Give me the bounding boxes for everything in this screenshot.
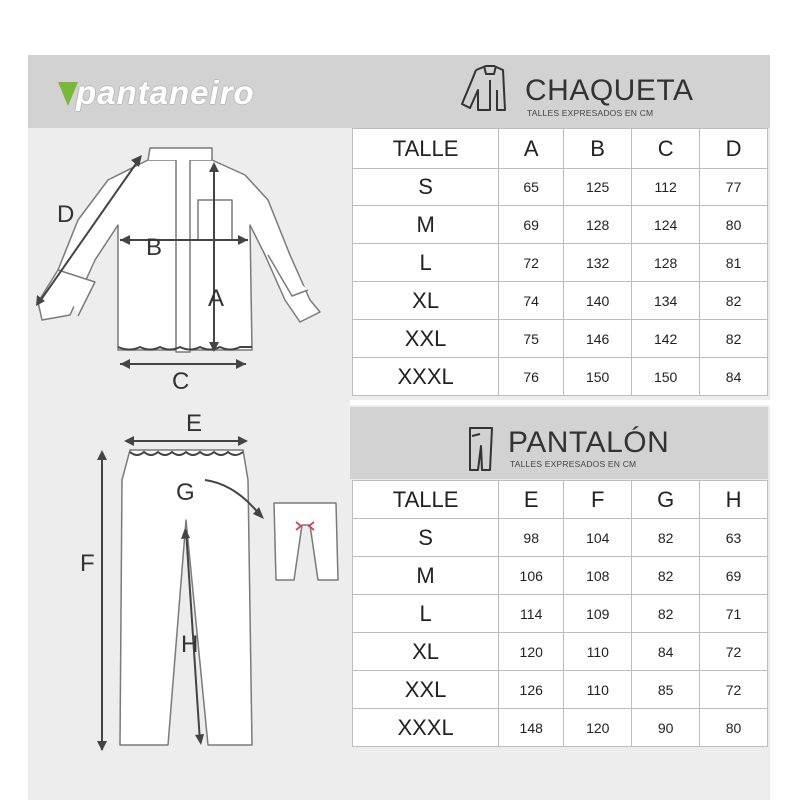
column-header: G: [632, 481, 700, 519]
value-cell: 150: [564, 358, 632, 396]
value-cell: 120: [564, 709, 632, 747]
size-cell: XXL: [353, 320, 499, 358]
brand-name: pantaneiro: [76, 74, 255, 111]
value-cell: 90: [632, 709, 700, 747]
value-cell: 132: [564, 244, 632, 282]
value-cell: 74: [499, 282, 564, 320]
value-cell: 126: [499, 671, 564, 709]
value-cell: 71: [700, 595, 768, 633]
value-cell: 108: [564, 557, 632, 595]
value-cell: 63: [700, 519, 768, 557]
column-header: F: [564, 481, 632, 519]
value-cell: 82: [700, 282, 768, 320]
pants-title: PANTALÓN: [508, 426, 670, 459]
size-cell: L: [353, 595, 499, 633]
size-cell: M: [353, 557, 499, 595]
value-cell: 82: [632, 519, 700, 557]
jacket-title: CHAQUETA: [525, 74, 694, 107]
size-cell: XXL: [353, 671, 499, 709]
jacket-subtitle: TALLES EXPRESADOS EN CM: [527, 108, 654, 118]
size-cell: XL: [353, 282, 499, 320]
dimension-label-f: F: [80, 550, 95, 577]
size-cell: S: [353, 519, 499, 557]
value-cell: 72: [700, 671, 768, 709]
dimension-label-e: E: [186, 410, 203, 437]
value-cell: 142: [632, 320, 700, 358]
size-cell: XXXL: [353, 358, 499, 396]
value-cell: 85: [632, 671, 700, 709]
pants-subtitle: TALLES EXPRESADOS EN CM: [510, 459, 637, 469]
value-cell: 112: [632, 169, 700, 206]
dimension-label-h: H: [181, 631, 199, 658]
value-cell: 109: [564, 595, 632, 633]
value-cell: 104: [564, 519, 632, 557]
size-cell: S: [353, 169, 499, 206]
value-cell: 81: [700, 244, 768, 282]
column-header: TALLE: [353, 129, 499, 169]
value-cell: 80: [700, 206, 768, 244]
size-cell: L: [353, 244, 499, 282]
dimension-label-a: A: [208, 285, 225, 312]
column-header: H: [700, 481, 768, 519]
value-cell: 69: [499, 206, 564, 244]
value-cell: 75: [499, 320, 564, 358]
value-cell: 110: [564, 633, 632, 671]
value-cell: 76: [499, 358, 564, 396]
column-header: A: [499, 129, 564, 169]
value-cell: 82: [700, 320, 768, 358]
value-cell: 125: [564, 169, 632, 206]
column-header: TALLE: [353, 481, 499, 519]
value-cell: 84: [632, 633, 700, 671]
dimension-label-b: B: [146, 234, 163, 261]
size-cell: M: [353, 206, 499, 244]
value-cell: 120: [499, 633, 564, 671]
value-cell: 106: [499, 557, 564, 595]
value-cell: 72: [700, 633, 768, 671]
value-cell: 150: [632, 358, 700, 396]
column-header: B: [564, 129, 632, 169]
value-cell: 114: [499, 595, 564, 633]
value-cell: 110: [564, 671, 632, 709]
value-cell: 72: [499, 244, 564, 282]
dimension-label-g: G: [176, 479, 195, 506]
value-cell: 84: [700, 358, 768, 396]
value-cell: 134: [632, 282, 700, 320]
value-cell: 69: [700, 557, 768, 595]
size-cell: XL: [353, 633, 499, 671]
value-cell: 65: [499, 169, 564, 206]
value-cell: 77: [700, 169, 768, 206]
value-cell: 140: [564, 282, 632, 320]
column-header: D: [700, 129, 768, 169]
value-cell: 124: [632, 206, 700, 244]
column-header: E: [499, 481, 564, 519]
value-cell: 98: [499, 519, 564, 557]
value-cell: 82: [632, 595, 700, 633]
dimension-label-d: D: [57, 201, 75, 228]
value-cell: 146: [564, 320, 632, 358]
value-cell: 80: [700, 709, 768, 747]
size-cell: XXXL: [353, 709, 499, 747]
value-cell: 82: [632, 557, 700, 595]
dimension-label-c: C: [172, 368, 190, 395]
column-header: C: [632, 129, 700, 169]
value-cell: 128: [564, 206, 632, 244]
value-cell: 128: [632, 244, 700, 282]
value-cell: 148: [499, 709, 564, 747]
